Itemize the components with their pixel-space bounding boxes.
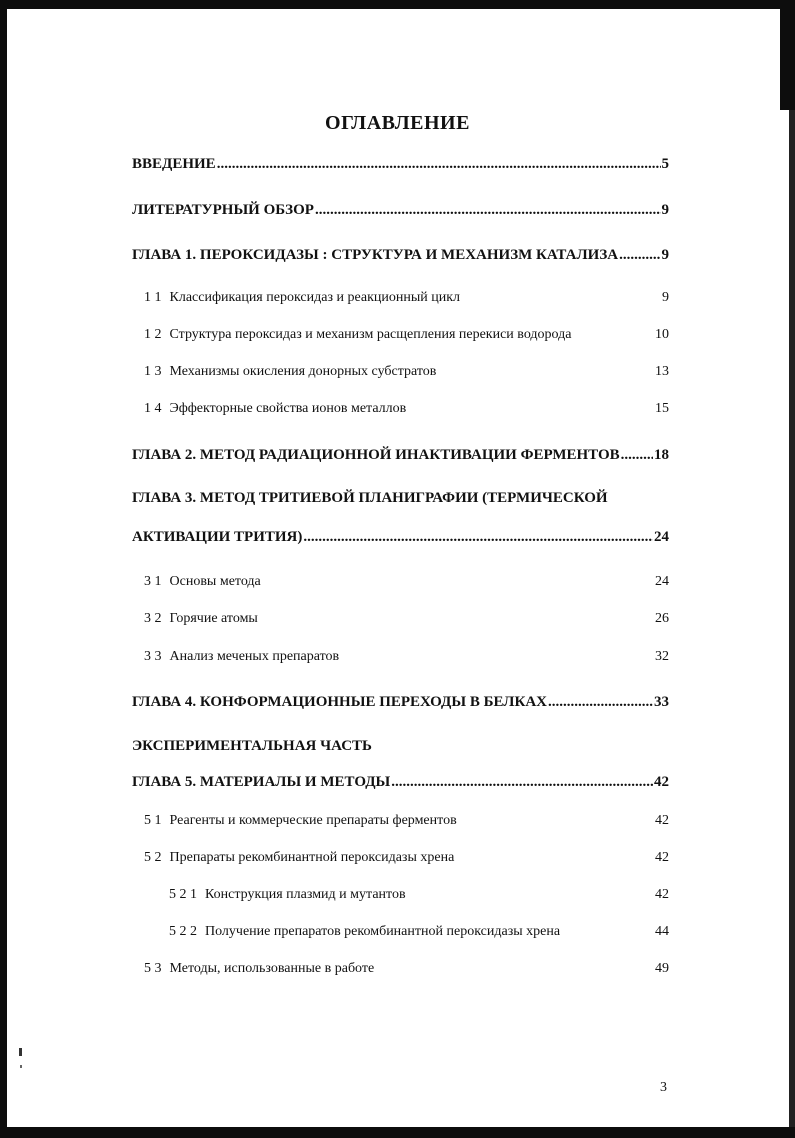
toc-entry-5-2-1[interactable]: [169, 888, 669, 902]
toc-entry-chapter-3-line-1[interactable]: [132, 491, 669, 506]
toc-entry-1-4[interactable]: [144, 402, 669, 416]
toc-entry-3-1[interactable]: [144, 575, 669, 589]
toc-entry-introduction[interactable]: [132, 157, 669, 172]
leader-dots: [303, 530, 653, 545]
toc-entry-page: 9: [661, 202, 669, 218]
toc-entry-label: Конструкция плазмид и мутантов: [205, 887, 406, 902]
toc-entry-page: 33: [654, 694, 669, 710]
toc-entry-1-2[interactable]: [144, 328, 669, 342]
toc-entry-chapter-2[interactable]: [132, 448, 669, 463]
toc-entry-number: 5 3: [144, 961, 162, 976]
toc-entry-5-1[interactable]: [144, 814, 669, 828]
leader-dots: [621, 448, 653, 463]
toc-entry-label: ЭКСПЕРИМЕНТАЛЬНАЯ ЧАСТЬ: [132, 738, 372, 754]
toc-entry-label: Структура пероксидаз и механизм расщепления перекиси водорода: [169, 327, 572, 342]
toc-entry-chapter-1[interactable]: [132, 248, 669, 263]
toc-entry-page: 42: [654, 774, 669, 790]
toc-entry-number: 1 2: [144, 327, 162, 342]
toc-entry-page: 42: [655, 850, 669, 865]
scan-speck: [20, 1065, 22, 1068]
scan-border-right: [780, 0, 795, 110]
toc-entry-page: 18: [654, 447, 669, 463]
toc-entry-number: 5 2 2: [169, 924, 197, 939]
toc-entry-page: 26: [655, 611, 669, 626]
toc-entry-number: 1 3: [144, 364, 162, 379]
toc-section-experimental[interactable]: [132, 739, 669, 754]
toc-entry-page: 42: [655, 813, 669, 828]
toc-entry-number: 5 1: [144, 813, 162, 828]
leader-dots: [315, 203, 661, 218]
toc-entry-page: 44: [655, 924, 669, 939]
scan-border-bottom: [0, 1127, 795, 1138]
toc-entry-page: 32: [655, 649, 669, 664]
toc-entry-literature-review[interactable]: [132, 203, 669, 218]
toc-entry-page: 24: [655, 574, 669, 589]
toc-entry-number: 5 2 1: [169, 887, 197, 902]
leader-dots: [217, 157, 661, 172]
toc-entry-3-2[interactable]: [144, 612, 669, 626]
toc-entry-1-3[interactable]: [144, 365, 669, 379]
toc-entry-5-2[interactable]: [144, 851, 669, 865]
toc-entry-number: 3 2: [144, 611, 162, 626]
toc-entry-label: ЛИТЕРАТУРНЫЙ ОБЗОР: [132, 202, 314, 218]
toc-entry-page: 49: [655, 961, 669, 976]
toc-entry-label: Классификация пероксидаз и реакционный цикл: [169, 290, 461, 305]
toc-entry-page: 42: [655, 887, 669, 902]
toc-entry-label: Методы, использованные в работе: [169, 961, 375, 976]
toc-entry-number: 1 4: [144, 401, 162, 416]
toc-entry-number: 3 1: [144, 574, 162, 589]
toc-entry-label: Получение препаратов рекомбинантной пероксидазы хрена: [205, 924, 561, 939]
toc-entry-label: ГЛАВА 1. ПЕРОКСИДАЗЫ : СТРУКТУРА И МЕХАНИЗМ КАТАЛИЗА: [132, 247, 619, 263]
toc-entry-page: 10: [655, 327, 669, 342]
page-title: ОГЛАВЛЕНИЕ: [325, 112, 470, 134]
toc-entry-chapter-5[interactable]: [132, 775, 669, 790]
toc-entry-label: Горячие атомы: [169, 611, 258, 626]
toc-entry-label: АКТИВАЦИИ ТРИТИЯ): [132, 529, 303, 545]
toc-entry-3-3[interactable]: [144, 650, 669, 664]
leader-dots: [548, 695, 653, 710]
toc-entry-page: 15: [655, 401, 669, 416]
toc-entry-page: 9: [662, 290, 669, 305]
toc-entry-page: 5: [661, 156, 669, 172]
toc-entry-chapter-4[interactable]: [132, 695, 669, 710]
toc-entry-number: 3 3: [144, 649, 162, 664]
scan-border-right-lower: [789, 110, 795, 1138]
toc-entry-5-2-2[interactable]: [169, 925, 669, 939]
toc-entry-1-1[interactable]: [144, 291, 669, 305]
toc-entry-label: ГЛАВА 3. МЕТОД ТРИТИЕВОЙ ПЛАНИГРАФИИ (ТЕРМИЧЕСКОЙ: [132, 490, 608, 506]
scan-speck: [19, 1048, 22, 1056]
toc-entry-label: Основы метода: [169, 574, 261, 589]
toc-entry-chapter-3[interactable]: [132, 530, 669, 545]
toc-entry-label: Механизмы окисления донорных субстратов: [169, 364, 437, 379]
toc-entry-number: 5 2: [144, 850, 162, 865]
toc-entry-label: Анализ меченых препаратов: [169, 649, 340, 664]
toc-entry-page: 24: [654, 529, 669, 545]
scan-border-top: [0, 0, 795, 9]
toc-entry-number: 1 1: [144, 290, 162, 305]
toc-entry-page: 13: [655, 364, 669, 379]
toc-entry-label: Эффекторные свойства ионов металлов: [169, 401, 407, 416]
toc-entry-label: ВВЕДЕНИЕ: [132, 156, 216, 172]
toc-entry-label: Препараты рекомбинантной пероксидазы хрена: [169, 850, 455, 865]
leader-dots: [619, 248, 660, 263]
toc-entry-label: ГЛАВА 5. МАТЕРИАЛЫ И МЕТОДЫ: [132, 774, 391, 790]
toc-entry-page: 9: [661, 247, 669, 263]
toc-entry-5-3[interactable]: [144, 962, 669, 976]
toc-entry-label: ГЛАВА 2. МЕТОД РАДИАЦИОННОЙ ИНАКТИВАЦИИ ФЕРМЕНТОВ: [132, 447, 620, 463]
leader-dots: [391, 775, 653, 790]
toc-entry-label: ГЛАВА 4. КОНФОРМАЦИОННЫЕ ПЕРЕХОДЫ В БЕЛКАХ: [132, 694, 548, 710]
toc-entry-label: Реагенты и коммерческие препараты ферментов: [169, 813, 457, 828]
scan-border-left: [0, 0, 7, 1138]
page-number: 3: [660, 1080, 667, 1095]
